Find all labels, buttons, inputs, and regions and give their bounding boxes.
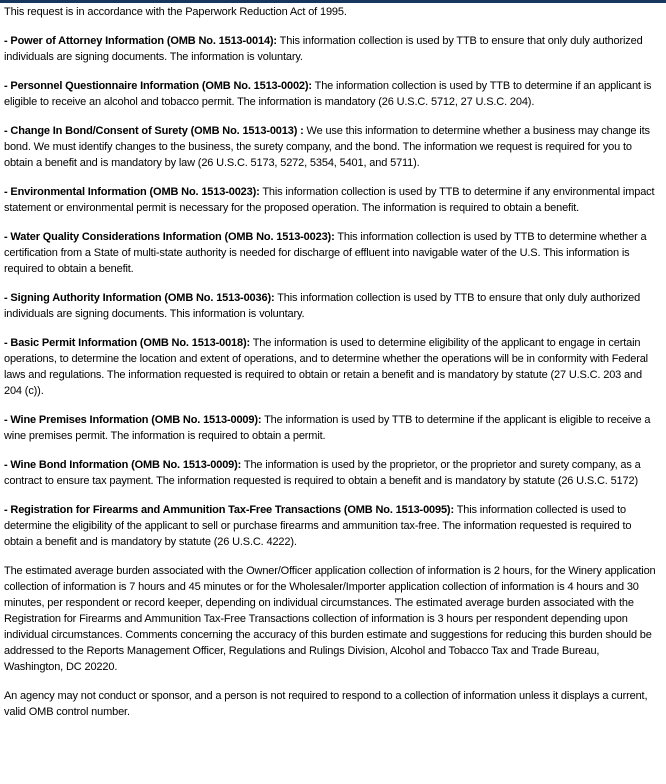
omb-item-text: This information collection is used by TTB to ensure that only duly authorized individuals are signing documents. This information is voluntary. <box>4 292 641 320</box>
omb-control-notice-text: An agency may not conduct or sponsor, and a person is not required to respond to a collection of information unless it displays a current, valid OMB control number. <box>4 690 648 718</box>
omb-item-text: The information collection is used by TTB to determine if an applicant is eligible to receive an alcohol and tobacco permit. The information is mandatory (26 U.S.C. 5712, 27 U.S.C. 204). <box>4 80 652 108</box>
omb-item-text: This information collection is used by TTB to ensure that only duly authorized individuals are signing documents. The information is voluntary. <box>4 35 643 63</box>
omb-item-paragraph <box>4 502 657 550</box>
omb-item-text: This information collected is used to determine the eligibility of the applicant to sell or purchase firearms and ammunition tax-free. The information requested is required to obtain a benefit and is mandatory by statute (26 U.S.C. 4222). <box>4 504 632 548</box>
burden-estimate-paragraph <box>4 563 657 675</box>
omb-item-text: The information is used by TTB to determine if the applicant is eligible to receive a wine premises permit. The information is required to obtain a permit. <box>4 414 651 442</box>
omb-item-label: - Registration for Firearms and Ammunition Tax-Free Transactions (OMB No. 1513-0095): <box>4 504 454 516</box>
omb-item-text: This information collection is used by TTB to determine if any environmental impact statement or environmental permit is necessary for the proposed operation. The information is required to obtain a benefit. <box>4 186 655 214</box>
omb-item-paragraph <box>4 412 657 444</box>
omb-item-text: This information collection is used by TTB to determine whether a certification from a State of multi-state authority is needed for discharge of effluent into navigable water of the U.S. This information is required to obtain a benefit. <box>4 231 647 275</box>
omb-item-label: - Change In Bond/Consent of Surety (OMB No. 1513-0013) : <box>4 125 304 137</box>
omb-item-paragraph <box>4 123 657 171</box>
omb-item-paragraph <box>4 78 657 110</box>
omb-item-label: - Personnel Questionnaire Information (OMB No. 1513-0002): <box>4 80 312 92</box>
intro-paragraph <box>4 4 657 20</box>
omb-item-paragraph <box>4 457 657 489</box>
omb-item-paragraph <box>4 290 657 322</box>
omb-item-text: The information is used by the proprietor, or the proprietor and surety company, as a contract to ensure tax payment. The information requested is required to obtain a benefit and is mandatory by statute (26 U.S.C. 5172) <box>4 459 641 487</box>
omb-item-label: - Wine Premises Information (OMB No. 1513-0009): <box>4 414 262 426</box>
omb-item-paragraph <box>4 229 657 277</box>
omb-item-label: - Wine Bond Information (OMB No. 1513-0009): <box>4 459 242 471</box>
omb-item-text: We use this information to determine whether a business may change its bond. We must identify changes to the business, the surety company, and the bond. The information we request is required for you to obtain a benefit and is mandatory by law (26 U.S.C. 5173, 5272, 5354, 5401, and 5711). <box>4 125 650 169</box>
omb-item-paragraph <box>4 335 657 399</box>
burden-estimate-text: The estimated average burden associated with the Owner/Officer application collection of information is 2 hours, for the Winery application collection of information is 7 hours and 45 minutes or for the Wholesaler/Importer application collection of information is 4 hours and 30 minutes, per respondent or record keeper, depending on individual circumstances. The estimated average burden associated with the Registration for Firearms and Ammunition Tax-Free Transactions collection of information is 3 hours per respondent depending upon individual circumstances. Comments concerning the accuracy of this burden estimate and suggestions for reducing this burden should be addressed to the Reports Management Officer, Regulations and Rulings Division, Alcohol and Tobacco Tax and Trade Bureau, Washington, DC 20220. <box>4 565 656 673</box>
omb-item-label: - Water Quality Considerations Information (OMB No. 1513-0023): <box>4 231 335 243</box>
omb-item-paragraph <box>4 184 657 216</box>
omb-item-label: - Basic Permit Information (OMB No. 1513-0018): <box>4 337 251 349</box>
intro-text: This request is in accordance with the Paperwork Reduction Act of 1995. <box>4 6 347 18</box>
omb-item-label: - Environmental Information (OMB No. 1513-0023): <box>4 186 260 198</box>
omb-control-notice-paragraph <box>4 688 657 720</box>
omb-item-label: - Signing Authority Information (OMB No. 1513-0036): <box>4 292 275 304</box>
omb-item-text: The information is used to determine eligibility of the applicant to engage in certain operations, to determine the location and extent of operations, and to determine whether the operations will be in conformity with Federal laws and regulations. The information requested is required to obtain or retain a benefit and is mandatory by statute (27 U.S.C. 203 and 204 (c)). <box>4 337 648 397</box>
omb-item-paragraph <box>4 33 657 65</box>
omb-item-label: - Power of Attorney Information (OMB No. 1513-0014): <box>4 35 277 47</box>
